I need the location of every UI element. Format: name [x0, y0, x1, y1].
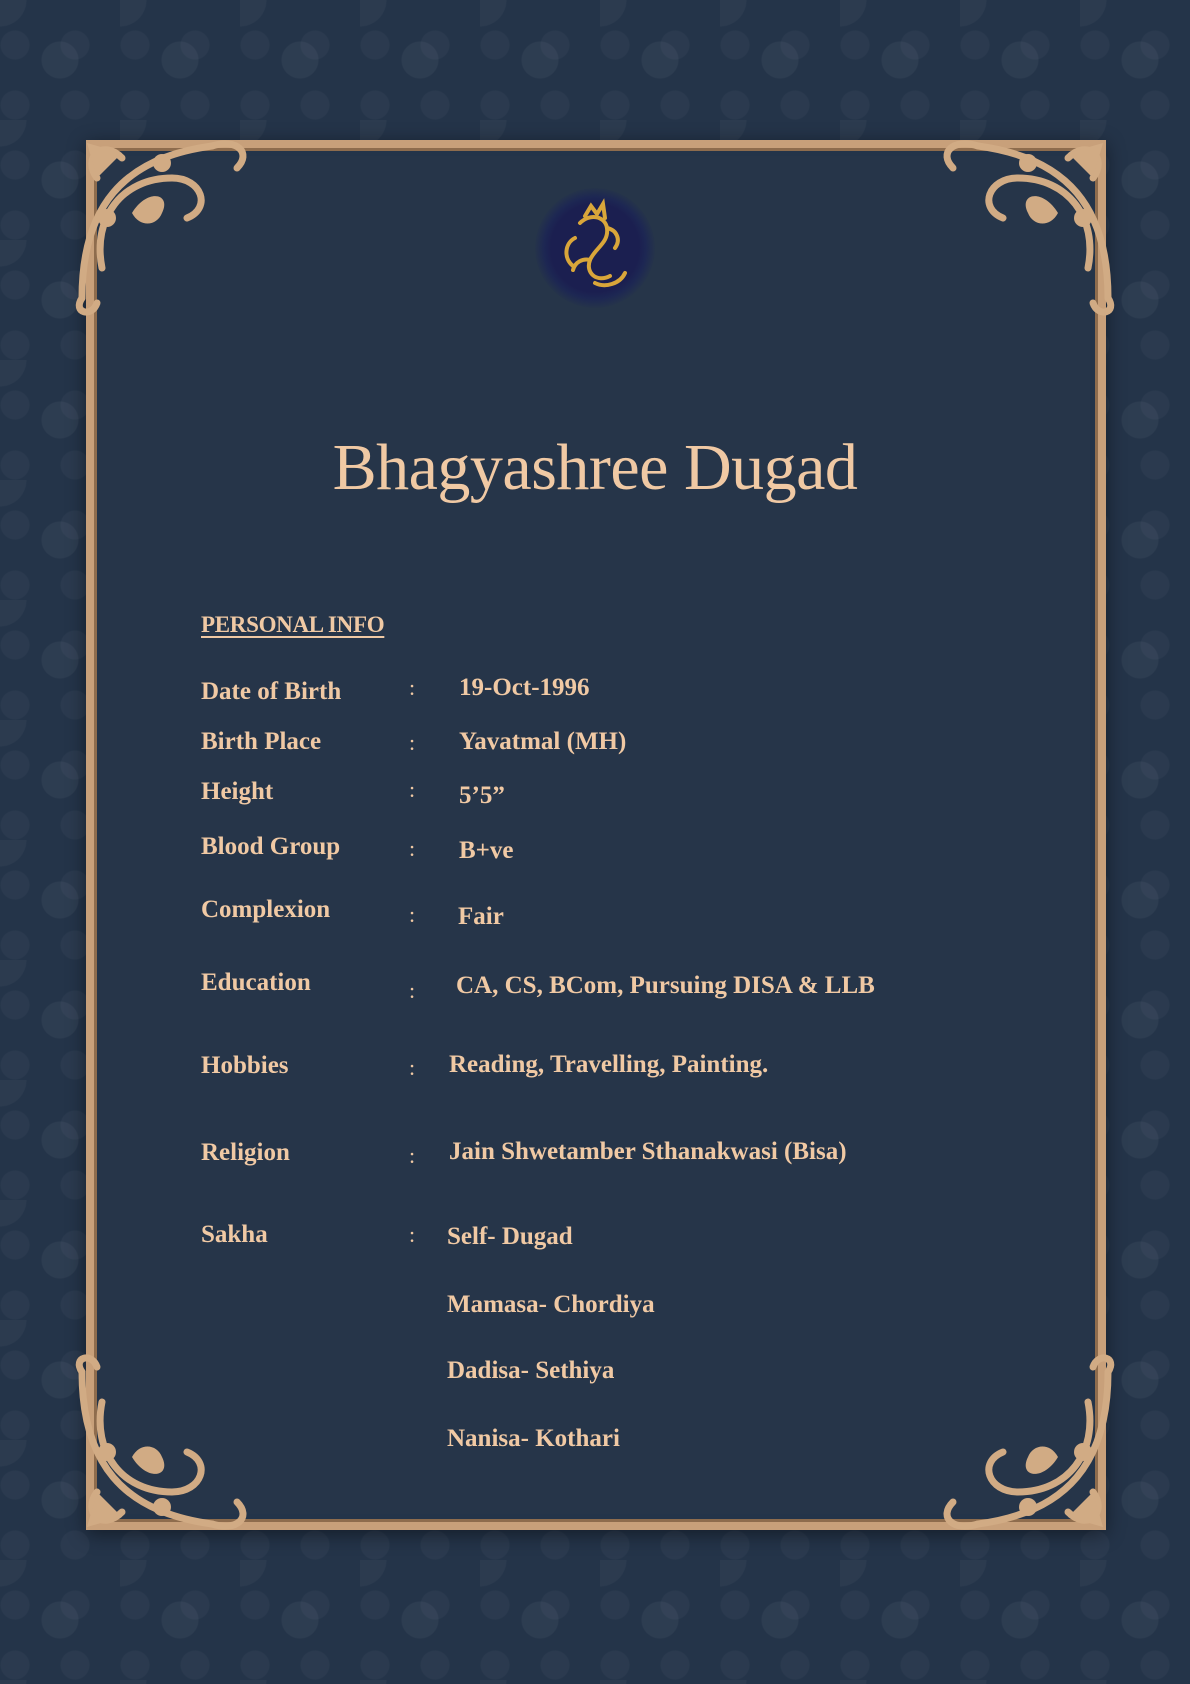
ornamental-corner-icon	[928, 1352, 1128, 1552]
sakha-colon: :	[409, 1222, 416, 1247]
ganesha-emblem-icon	[535, 188, 655, 308]
blood-group-colon: :	[409, 836, 416, 861]
emblem-badge	[535, 188, 655, 308]
sakha-value-dadisa: Dadisa- Sethiya	[447, 1357, 615, 1384]
hobbies-label: Hobbies	[201, 1052, 289, 1079]
birth-place-label: Birth Place	[201, 728, 322, 755]
page-title: Bhagyashree Dugad	[332, 431, 858, 504]
sakha-value-mamasa: Mamasa- Chordiya	[447, 1291, 655, 1318]
height-value: 5’5”	[459, 782, 505, 809]
complexion-colon: :	[409, 902, 416, 927]
ornamental-corner-icon	[62, 1352, 262, 1552]
birth-place-colon: :	[409, 730, 416, 755]
sakha-value-nanisa: Nanisa- Kothari	[447, 1425, 620, 1452]
height-colon: :	[409, 777, 416, 802]
ornamental-corner-icon	[62, 118, 262, 318]
sakha-value-self: Self- Dugad	[447, 1223, 573, 1250]
education-label: Education	[201, 969, 311, 996]
complexion-value: Fair	[458, 903, 504, 930]
dob-colon: :	[409, 675, 416, 700]
dob-label: Date of Birth	[201, 678, 342, 705]
hobbies-value: Reading, Travelling, Painting.	[449, 1051, 769, 1078]
education-colon: :	[409, 978, 416, 1003]
hobbies-colon: :	[409, 1055, 416, 1080]
religion-label: Religion	[201, 1139, 290, 1166]
ornamental-corner-icon	[928, 118, 1128, 318]
blood-group-label: Blood Group	[201, 833, 341, 860]
religion-value: Jain Shwetamber Sthanakwasi (Bisa)	[449, 1138, 847, 1165]
sakha-label: Sakha	[201, 1221, 268, 1248]
religion-colon: :	[409, 1143, 416, 1168]
complexion-label: Complexion	[201, 896, 331, 923]
birth-place-value: Yavatmal (MH)	[459, 728, 627, 755]
section-heading: PERSONAL INFO	[201, 612, 385, 637]
education-value: CA, CS, BCom, Pursuing DISA & LLB	[456, 972, 875, 999]
blood-group-value: B+ve	[459, 837, 514, 864]
height-label: Height	[201, 778, 274, 805]
dob-value: 19-Oct-1996	[459, 674, 590, 701]
